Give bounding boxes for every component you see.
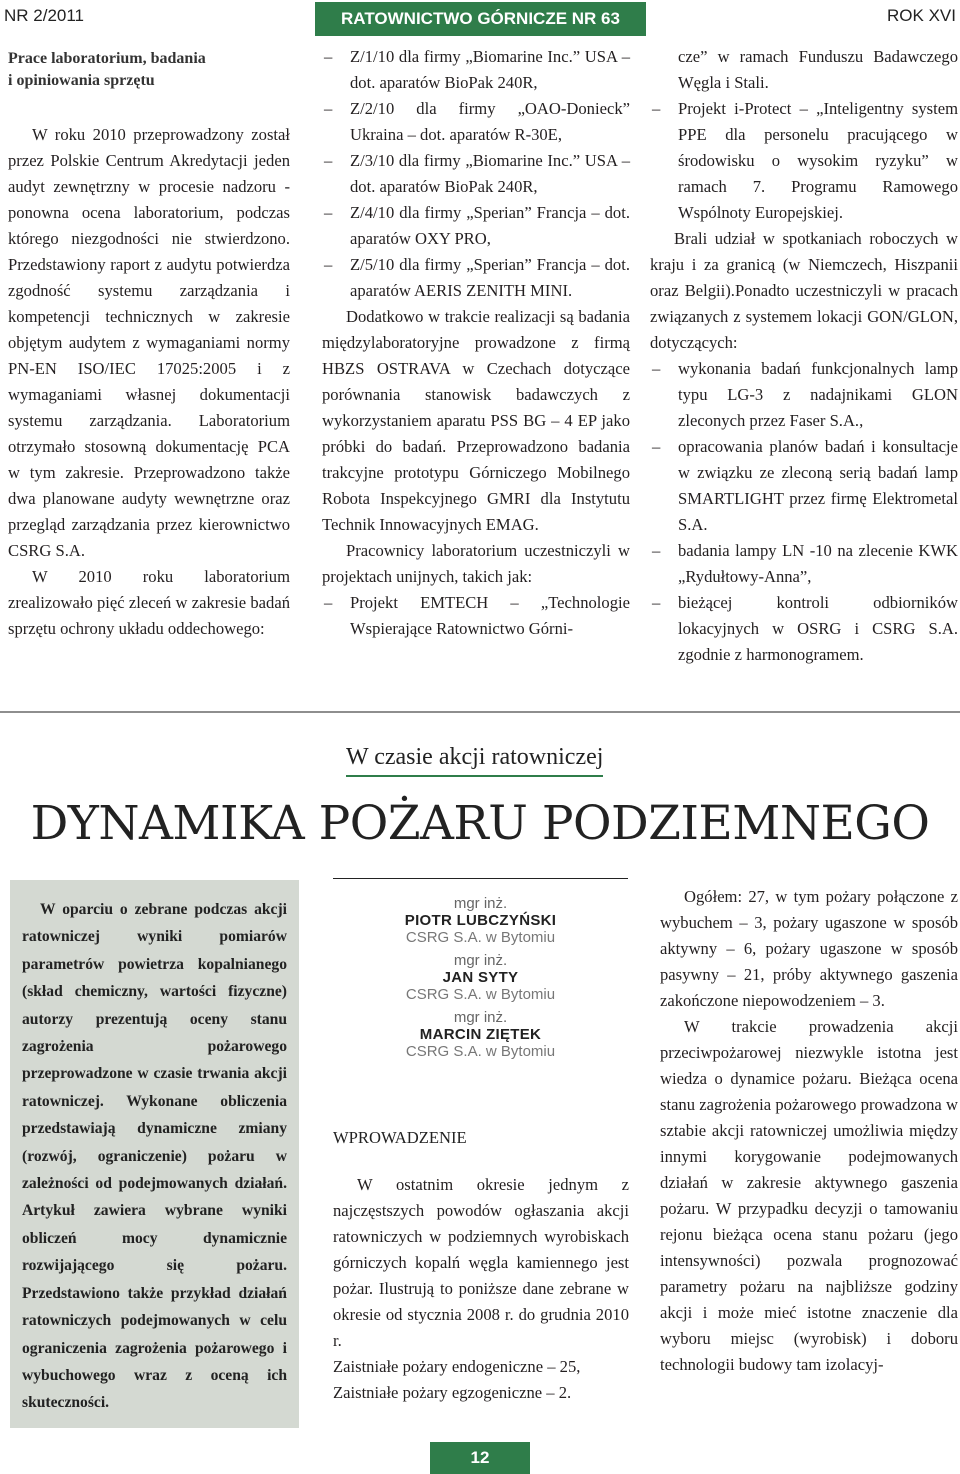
section-divider (0, 711, 960, 713)
list-item: – Z/3/10 dla firmy „Biomarine Inc.” USA – dot. aparatów BioPak 240R, (324, 151, 630, 196)
list-item: – Projekt EMTECH – „Technologie Wspierające Ratownictwo Górni- (324, 593, 630, 638)
intro-text: W ostatnim okresie jednym z najczęstszych powodów ogłaszania akcji ratowniczych w podziemnych wyrobiskach górniczych kopalń węgla kamiennego jest pożar. Ilustrują to poniższe dane zebrane w okresie od stycznia 2008 r. do grudnia 2010 r. Zaistniałe pożary endogeniczne – 25, Zaistniałe pożary egzogeniczne – 2. (333, 1175, 629, 1402)
article-kicker: W czasie akcji ratowniczej (346, 744, 603, 777)
journal-title: RATOWNICTWO GÓRNICZE NR 63 (315, 2, 646, 36)
paragraph: Brali udział w spotkaniach roboczych w kraju i za granicą (w Niemczech, Hiszpanii oraz Belgii).Ponadto uczestniczyli w pracach związanych z systemem lokacji GON/GLON, dotyczących: (650, 229, 958, 352)
page-number: 12 (430, 1442, 530, 1474)
list-item: – bieżącej kontroli odbiorników lokacyjnych w OSRG i CSRG S.A. zgodnie z harmonogramem. (652, 593, 958, 664)
author: mgr inż. JAN SYTY CSRG S.A. w Bytomiu (405, 952, 556, 1003)
list-item-continued: cze” w ramach Funduszu Badawczego Węgla i Stali. (678, 47, 958, 92)
paragraph: Pracownicy laboratorium uczestniczyli w projektach unijnych, takich jak: (322, 541, 630, 586)
section-title: Prace laboratorium, badania i opiniowania sprzętu (8, 50, 206, 89)
article-title: DYNAMIKA POŻARU PODZIEMNEGO (30, 796, 930, 851)
list-item: – Z/4/10 dla firmy „Sperian” Francja – dot. aparatów OXY PRO, (324, 203, 630, 248)
page-header (0, 0, 960, 36)
article-column-right (660, 884, 958, 1378)
section-heading: WPROWADZENIE (333, 1128, 467, 1147)
article-abstract: W oparciu o zebrane podczas akcji ratowniczej wyniki pomiarów parametrów powietrza kopalnianego (skład chemiczny, wartości fizyczne) autorzy prezentują oceny stanu zagrożenia pożarowego przeprowadzone w czasie trwania akcji ratowniczej. Wykonane obliczenia przedstawiają dynamiczne zmiany (rozwój, ograniczenie) pożaru w zależności od podejmowanych działań. Artykuł zawiera wybrane wyniki obliczeń mocy dynamicznie rozwijającego się pożaru. Przedstawiono także przykład działań ratowniczych podejmowanych w celu ograniczenia zagrożenia pożarowego i wybuchowego wraz z oceną ich skuteczności. (10, 880, 299, 1428)
column-2 (322, 44, 630, 642)
list-item: – Z/5/10 dla firmy „Sperian” Francja – dot. aparatów AERIS ZENITH MINI. (324, 255, 630, 300)
author: mgr inż. MARCIN ZIĘTEK CSRG S.A. w Bytomiu (405, 1009, 556, 1060)
column-3 (650, 44, 958, 668)
paragraph: Dodatkowo w trakcie realizacji są badania międzylaboratoryjne prowadzone z firmą HBZS OSTRAVA w Czechach dotyczące porównania stanowisk badawczych z wykorzystaniem aparatu PSS BG – 4 EP jako próbki do badań. Przeprowadzono badania trakcyjne prototypu Górniczego Mobilnego Robota Inspekcyjnego GMRI dla Instytutu Technik Innowacyjnych EMAG. (322, 307, 630, 534)
column-1 (8, 48, 290, 642)
author: mgr inż. PIOTR LUBCZYŃSKI CSRG S.A. w Bytomiu (404, 895, 557, 946)
volume-year: ROK XVI (887, 6, 956, 25)
list-item: – Projekt i-Protect – „Inteligentny system PPE dla personelu pracującego w środowisku o wysokim ryzyku” w ramach 7. Programu Ramowego Wspólnoty Europejskiej. (652, 99, 958, 222)
paragraph: W roku 2010 przeprowadzony został przez Polskie Centrum Akredytacji jeden audyt zewnętrzny w procesie nadzoru - ponowna ocena laboratorium, podczas którego niezgodności nie stwierdzono. Przedstawiony raport z audytu potwierdza zgodność systemu zarządzania i kompetencji technicznych w zakresie objętym audytem z wymaganiami normy PN-EN ISO/IEC 17025:2005 i z wymaganiami własnej dokumentacji systemu zarządzania. Laboratorium otrzymało stosowną dokumentację PCA w tym zakresie. Przeprowadzono także dwa planowane audyty wewnętrzne oraz przegląd zarządzania przez kierownictwo CSRG S.A. (8, 125, 290, 560)
list-item: – Z/1/10 dla firmy „Biomarine Inc.” USA – dot. aparatów BioPak 240R, (324, 47, 630, 92)
paragraph: W trakcie prowadzenia akcji przeciwpożarowej niezwykle istotna jest wiedza o dynamice pożaru. Bieżąca ocena stanu zagrożenia pożarowego prowadzona w sztabie akcji ratowniczej umożliwia między innymi korygowanie podejmowanych działań w zakresie aktywnego gaszenia pożaru. W przypadku decyzji o tamowaniu rejonu bieżąca ocena stanu pożaru (jego intensywności) pozwala prognozować parametry pożaru na najbliższe godziny akcji i może mieć istotne znaczenie dla wyboru miejsc (wyrobisk) i doboru technologii budowy tam izolacyj- (660, 1017, 958, 1374)
paragraph: W 2010 roku laboratorium zrealizowało pięć zleceń w zakresie badań sprzętu ochrony układu oddechowego: (8, 567, 290, 638)
list-item: – wykonania badań funkcjonalnych lamp typu LG-3 z nadajnikami GLON zleconych przez Faser S.A., (652, 359, 958, 430)
issue-number: NR 2/2011 (4, 6, 85, 25)
paragraph: Ogółem: 27, w tym pożary połączone z wybuchem – 3, pożary ugaszone w sposób aktywny – 6, pożary ugaszone w sposób pasywny – 21, próby aktywnego gaszenia zakończone niepowodzeniem – 3. (660, 887, 958, 1010)
list-item: – Z/2/10 dla firmy „OAO-Donieck” Ukraina – dot. aparatów R-30E, (324, 99, 630, 144)
list-item: – opracowania planów badań i konsultacje w związku ze zleconą serią badań lamp SMARTLIGHT przez firmę Elektrometal S.A. (652, 437, 958, 534)
authors-block (333, 878, 628, 1119)
list-item: – badania lampy LN -10 na zlecenie KWK „Rydułtowy-Anna”, (652, 541, 958, 586)
